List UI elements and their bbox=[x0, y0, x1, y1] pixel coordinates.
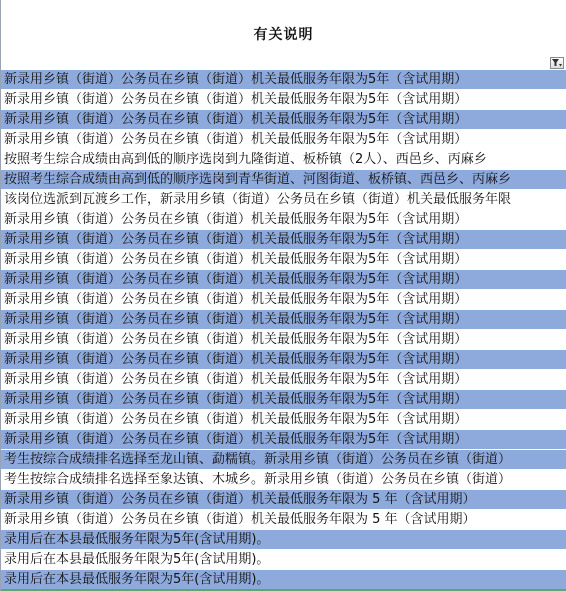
table-row[interactable]: 新录用乡镇（街道）公务员在乡镇（街道）机关最低服务年限为5年（含试用期） bbox=[1, 410, 566, 430]
table-row[interactable]: 新录用乡镇（街道）公务员在乡镇（街道）机关最低服务年限为5年（含试用期） bbox=[1, 130, 566, 150]
data-rows bbox=[1, 70, 566, 590]
table-row[interactable]: 考生按综合成绩排名选择至龙山镇、勐糯镇。新录用乡镇（街道）公务员在乡镇（街道） bbox=[1, 450, 566, 470]
table-row[interactable]: 新录用乡镇（街道）公务员在乡镇（街道）机关最低服务年限为5年（含试用期） bbox=[1, 250, 566, 270]
filter-icon bbox=[552, 59, 562, 67]
column-header-title: 有关说明 bbox=[253, 27, 314, 43]
column-header[interactable] bbox=[1, 0, 566, 71]
table-row[interactable]: 录用后在本县最低服务年限为5年(含试用期)。 bbox=[1, 550, 566, 570]
table-row[interactable]: 新录用乡镇（街道）公务员在乡镇（街道）机关最低服务年限为5年（含试用期） bbox=[1, 270, 566, 290]
table-row[interactable]: 考生按综合成绩排名选择至象达镇、木城乡。新录用乡镇（街道）公务员在乡镇（街道） bbox=[1, 470, 566, 490]
table-row[interactable]: 按照考生综合成绩由高到低的顺序选岗到青华街道、河图街道、板桥镇、西邑乡、丙麻乡 bbox=[1, 170, 566, 190]
table-row[interactable]: 新录用乡镇（街道）公务员在乡镇（街道）机关最低服务年限为5年（含试用期） bbox=[1, 430, 566, 450]
table-row[interactable]: 新录用乡镇（街道）公务员在乡镇（街道）机关最低服务年限为5年（含试用期） bbox=[1, 330, 566, 350]
table-row[interactable]: 新录用乡镇（街道）公务员在乡镇（街道）机关最低服务年限为5年（含试用期） bbox=[1, 90, 566, 110]
table-row[interactable]: 新录用乡镇（街道）公务员在乡镇（街道）机关最低服务年限为5年（含试用期） bbox=[1, 310, 566, 330]
table-row[interactable]: 新录用乡镇（街道）公务员在乡镇（街道）机关最低服务年限为5年（含试用期） bbox=[1, 290, 566, 310]
table-row[interactable]: 新录用乡镇（街道）公务员在乡镇（街道）机关最低服务年限为5年（含试用期） bbox=[1, 350, 566, 370]
table-row[interactable]: 新录用乡镇（街道）公务员在乡镇（街道）机关最低服务年限为 5 年（含试用期） bbox=[1, 490, 566, 510]
table-row[interactable]: 新录用乡镇（街道）公务员在乡镇（街道）机关最低服务年限为5年（含试用期） bbox=[1, 110, 566, 130]
table-row[interactable]: 该岗位选派到瓦渡乡工作，新录用乡镇（街道）公务员在乡镇（街道）机关最低服务年限 bbox=[1, 190, 566, 210]
table-row[interactable]: 新录用乡镇（街道）公务员在乡镇（街道）机关最低服务年限为5年（含试用期） bbox=[1, 70, 566, 90]
table-row[interactable]: 录用后在本县最低服务年限为5年(含试用期)。 bbox=[1, 570, 566, 590]
table-row[interactable]: 新录用乡镇（街道）公务员在乡镇（街道）机关最低服务年限为5年（含试用期） bbox=[1, 210, 566, 230]
table-row[interactable]: 新录用乡镇（街道）公务员在乡镇（街道）机关最低服务年限为 5 年（含试用期） bbox=[1, 510, 566, 530]
table-row[interactable]: 新录用乡镇（街道）公务员在乡镇（街道）机关最低服务年限为5年（含试用期） bbox=[1, 370, 566, 390]
filter-dropdown-button[interactable] bbox=[550, 57, 564, 69]
table-row[interactable]: 新录用乡镇（街道）公务员在乡镇（街道）机关最低服务年限为5年（含试用期） bbox=[1, 230, 566, 250]
table-row[interactable]: 按照考生综合成绩由高到低的顺序选岗到九隆街道、板桥镇（2人）、西邑乡、丙麻乡 bbox=[1, 150, 566, 170]
table-row[interactable]: 新录用乡镇（街道）公务员在乡镇（街道）机关最低服务年限为5年（含试用期） bbox=[1, 390, 566, 410]
table-row[interactable]: 录用后在本县最低服务年限为5年(含试用期)。 bbox=[1, 530, 566, 550]
